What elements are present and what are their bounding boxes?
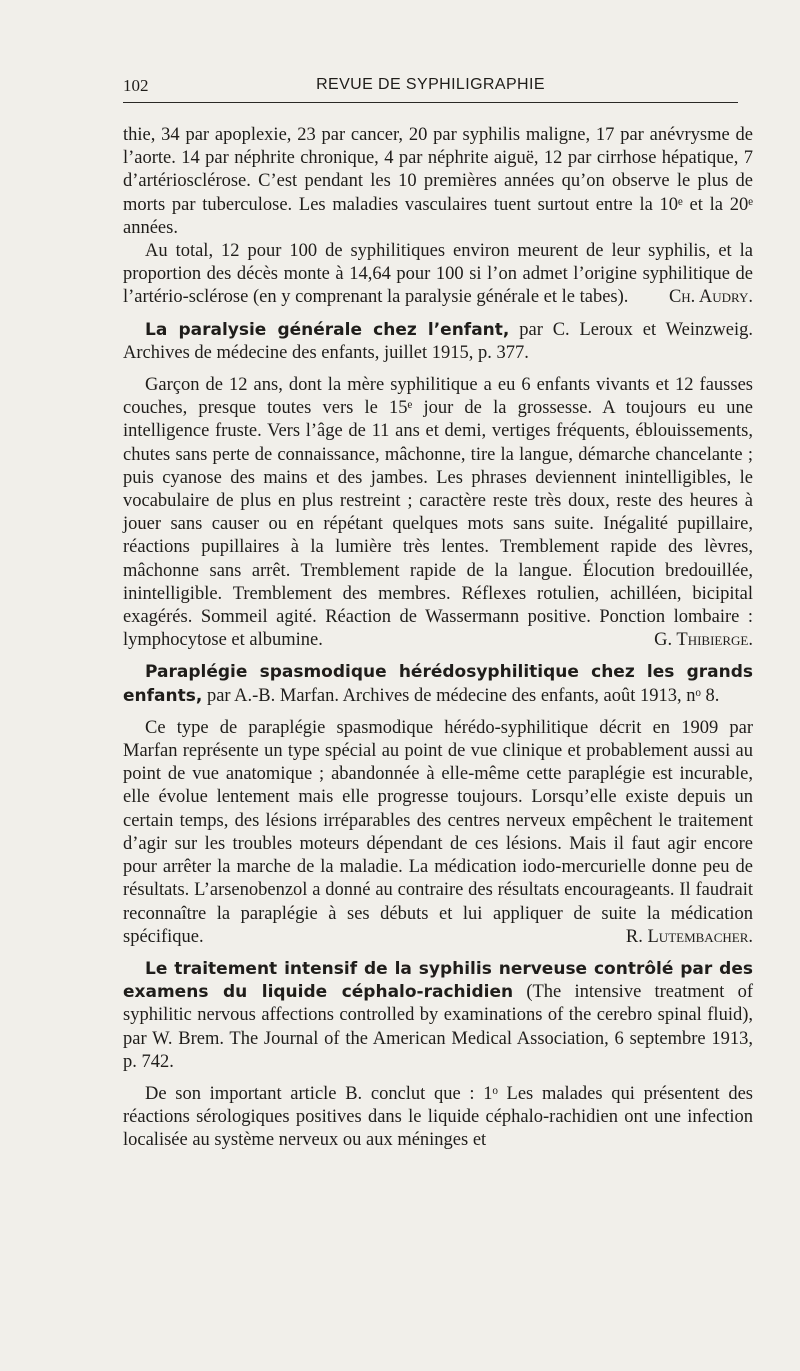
article-heading-paralysie: [123, 319, 753, 365]
article-body-paraplegie: [123, 717, 753, 949]
paragraph-continued: thie, 34 par apoplexie, 23 par cancer, 20 par syphilis maligne, 17 par anévrysme de l’aorte. 14 par néphrite chronique, 4 par néphrite aiguë, 12 par cirrhose hépatique, 7 d’artériosclérose. C’est pendant les 10 premières années qu’on observe le plus de morts par tuberculose. Les maladies vasculaires tuent surtout entre la 10ᵉ et la 20ᵉ années.: [123, 125, 753, 238]
signature-audry: Ch. Audry.: [668, 287, 753, 308]
summary-text: Au total, 12 pour 100 de syphilitiques environ meurent de leur syphilis, et la proportion des décès monte à 14,64 pour 100 si l’on admet l’origine syphilitique de l’artério-sclérose (en y comprenant la paralysie générale et le tabes).: [123, 241, 753, 308]
article-body-paralysie: [123, 374, 753, 652]
article-title: La paralysie générale chez l’enfant,: [145, 319, 510, 340]
signature-lutembacher: R. Lutembacher.: [625, 926, 753, 947]
page-number: 102: [123, 76, 149, 95]
article-reference: par C. Leroux et Weinzweig. Archives de médecine des enfants, juillet 1915, p. 377.: [123, 319, 754, 363]
article-heading-traitement: [123, 958, 753, 1074]
signature-thibierge: G. Thibierge.: [654, 630, 753, 651]
article-body-text: Ce type de paraplégie spasmodique hérédo-syphilitique décrit en 1909 par Marfan représente un type spécial au point de vue clinique et probablement aussi au point de vue anatomique ; abandonnée à elle-même cette paraplégie est incurable, elle évolue lentement mais elle progresse toujours. Lorsqu’elle existe depuis un certain temps, des lésions irréparables des centres nerveux empêchent le traitement d’agir sur les troubles moteurs dépendant de ces lésions. Mais il faut agir encore pour arrêter la marche de la maladie. La médication iodo-mercurielle donne peu de résultats. L’arsenobenzol a donné au contraire des résultats encourageants. Il faudrait reconnaître la paraplégie à ses débuts et lui appliquer de suite la médication spécifique.: [123, 717, 753, 947]
article-title: Paraplégie spasmodique hérédosyphilitique chez les grands enfants,: [123, 662, 753, 706]
article-reference: par A.-B. Marfan. Archives de médecine des enfants, août 1913, nᵒ 8.: [206, 685, 720, 706]
article-body-text: Garçon de 12 ans, dont la mère syphilitique a eu 6 enfants vivants et 12 fausses couches, presque toutes vers le 15ᵉ jour de la grossesse. A toujours eu une intelligence fruste. Vers l’âge de 11 ans et demi, vertiges fréquents, éblouissements, chutes sans perte de connaissance, mâchonne, tire la langue, démarche chancelante ; puis cyanose des mains et des jambes. Les phrases deviennent inintelligibles, le vocabulaire de plus en plus restreint ; caractère reste très doux, reste des heures à jouer sans causer ou en répétant quelques mots sans suite. Inégalité pupillaire, réactions pupillaires à la lumière très lentes. Tremblement rapide des lèvres, mâchonne sans arrêt. Tremblement rapide de la langue. Élocution bredouillée, inintelligible. Tremblement des membres. Réflexes rotulien, achilléen, bicipital exagérés. Sommeil agité. Réaction de Wassermann positive. Ponction lombaire : lymphocytose et albumine.: [123, 375, 753, 651]
article-heading-paraplegie: [123, 661, 753, 707]
running-header: [123, 76, 738, 103]
running-title: REVUE DE SYPHILIGRAPHIE: [316, 76, 545, 93]
article-reference: (The intensive treatment of syphilitic nervous affections controlled by examinations of the cerebro spinal fluid), par W. Brem. The Journal of the American Medical Association, 6 septembre 1913, p. 742.: [123, 982, 753, 1072]
article-body-traitement: De son important article B. conclut que : 1ᵒ Les malades qui présentent des réactions sérologiques positives dans le liquide céphalo-rachidien ont une infection localisée au système nerveux ou aux méninges et: [123, 1083, 753, 1151]
page-body: [123, 124, 753, 1153]
paragraph-summary: [123, 240, 753, 310]
article-title: Le traitement intensif de la syphilis nerveuse contrôlé par des examens du liquide céphalo-rachidien: [123, 958, 753, 1003]
